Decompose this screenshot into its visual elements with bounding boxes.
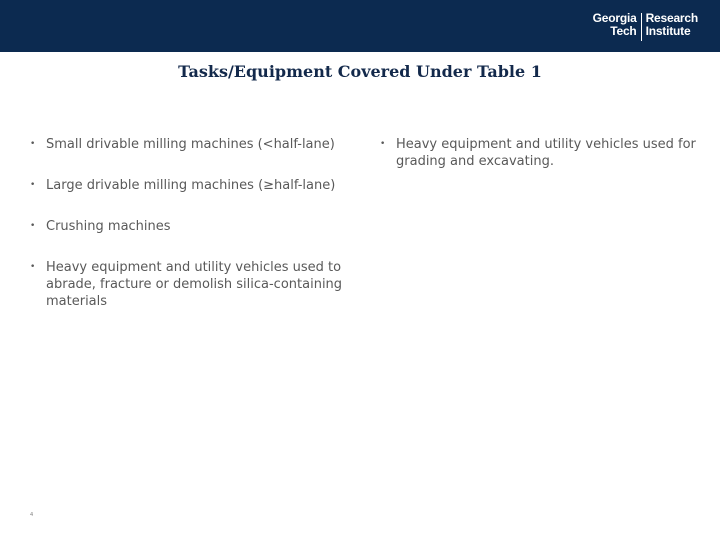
- bullet-text: Small drivable milling machines (<half-lane): [46, 137, 335, 152]
- bullet-text: Crushing machines: [46, 219, 171, 234]
- logo-left-text: [593, 12, 641, 38]
- logo-right-text: [642, 12, 698, 38]
- logo-line2-right: Institute: [645, 24, 691, 38]
- bullet-text: Heavy equipment and utility vehicles used for grading and excavating.: [396, 137, 696, 169]
- header-band: [0, 0, 720, 52]
- bullet-item: [28, 136, 348, 153]
- bullet-icon: •: [30, 262, 36, 272]
- bullet-icon: •: [30, 139, 36, 149]
- bullet-icon: •: [30, 180, 36, 190]
- slide-number: 4: [30, 512, 34, 518]
- georgia-tech-research-institute-logo: [593, 12, 698, 41]
- logo-line1-left: Georgia: [592, 11, 637, 25]
- left-bullet-list: [28, 136, 348, 334]
- logo-line2-left: Tech: [610, 24, 637, 38]
- right-bullet-list: [378, 136, 698, 194]
- bullet-item: [28, 218, 348, 235]
- bullet-icon: •: [30, 221, 36, 231]
- bullet-text: Large drivable milling machines (≥half-lane): [46, 178, 336, 193]
- bullet-icon: •: [380, 139, 386, 149]
- bullet-item: [28, 177, 348, 194]
- bullet-text: Heavy equipment and utility vehicles used to abrade, fracture or demolish silica-containing materials: [46, 260, 343, 309]
- bullet-item: [378, 136, 698, 170]
- logo-line1-right: Research: [645, 11, 698, 25]
- slide-title: Tasks/Equipment Covered Under Table 1: [178, 62, 542, 81]
- bullet-item: [28, 259, 348, 310]
